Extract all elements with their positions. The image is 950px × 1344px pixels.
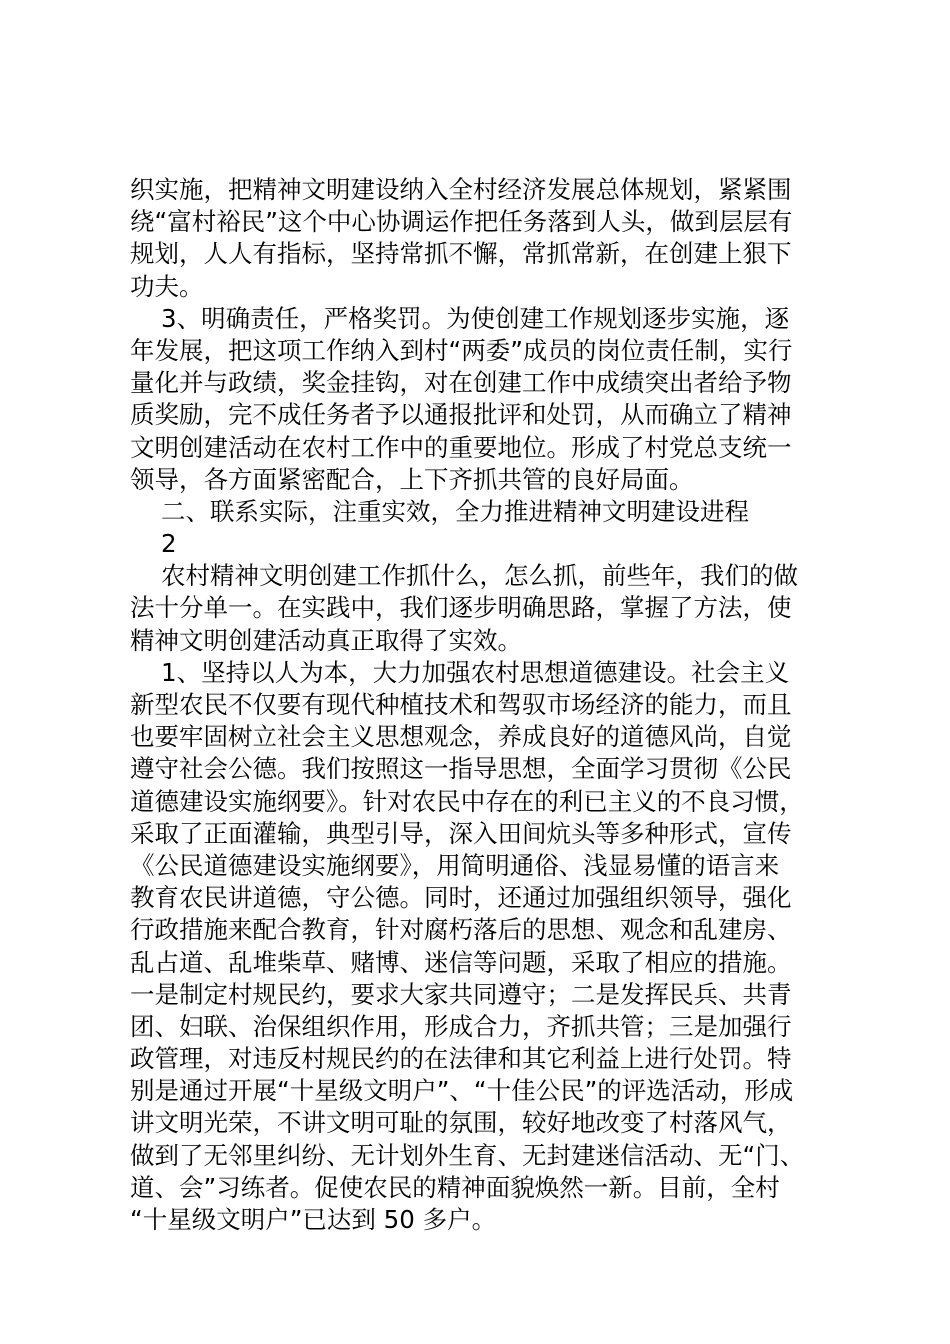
section-heading: 二、联系实际，注重实效，全力推进精神文明建设进程 — [161, 496, 749, 526]
document-body — [130, 174, 830, 1236]
paragraph-start-line: 农村精神文明创建工作抓什么，怎么抓，前些年，我们的做 — [161, 561, 798, 591]
text-line: 做到了无邻里纠纷、无计划外生育、无封建迷信活动、无“门、 — [130, 1140, 805, 1170]
text-line: 团、妇联、治保组织作用，形成合力，齐抓共管；三是加强行 — [130, 1011, 792, 1041]
text-line: 也要牢固树立社会主义思想观念，养成良好的道德风尚，自觉 — [130, 722, 792, 752]
text-line: 织实施，把精神文明建设纳入全村经济发展总体规划，紧紧围 — [130, 175, 792, 204]
text-line: 量化并与政绩，奖金挂钩，对在创建工作中成绩突出者给予物 — [130, 368, 792, 398]
text-line: 绕“富村裕民”这个中心协调运作把任务落到人头，做到层层有 — [130, 207, 793, 237]
text-line: 道、会”习练者。促使农民的精神面貌焕然一新。目前，全村 — [130, 1172, 780, 1202]
text-line: 年发展，把这项工作纳入到村“两委”成员的岗位责任制，实行 — [130, 335, 793, 365]
text-line: 行政措施来配合教育，针对腐朽落后的思想、观念和乱建房、 — [130, 915, 792, 945]
text-line: 功夫。 — [130, 271, 204, 301]
text-line: 法十分单一。在实践中，我们逐步明确思路，掌握了方法，使 — [130, 593, 792, 623]
text-line: 新型农民不仅要有现代种植技术和驾驭市场经济的能力，而且 — [130, 690, 792, 719]
text-line: 教育农民讲道德，守公德。同时，还通过加强组织领导，强化 — [130, 883, 792, 913]
page-number: 2 — [161, 529, 177, 559]
text-line: 政管理，对违反村规民约的在法律和其它利益上进行处罚。特 — [130, 1044, 792, 1074]
text-line: 领导，各方面紧密配合，上下齐抓共管的良好局面。 — [130, 464, 694, 494]
text-line: 道德建设实施纲要》。针对农民中存在的利已主义的不良习惯， — [130, 786, 804, 816]
text-line: 质奖励，完不成任务者予以通报批评和处罚，从而确立了精神 — [130, 400, 792, 430]
text-line: 遵守社会公德。我们按照这一指导思想，全面学习贯彻《公民 — [130, 754, 792, 784]
text-line: 采取了正面灌输，典型引导，深入田间炕头等多种形式，宣传 — [130, 818, 792, 848]
text-line: 精神文明创建活动真正取得了实效。 — [130, 625, 522, 655]
paragraph-start-line: 3、明确责任，严格奖罚。为使创建工作规划逐步实施，逐 — [161, 303, 790, 333]
text-line: 规划，人人有指标，坚持常抓不懈，常抓常新，在创建上狠下 — [130, 239, 792, 269]
text-line: 乱占道、乱堆柴草、赌博、迷信等问题，采取了相应的措施。 — [130, 947, 792, 977]
text-line: 讲文明光荣，不讲文明可耻的氛围，较好地改变了村落风气， — [130, 1108, 792, 1138]
text-line: 一是制定村规民约，要求大家共同遵守；二是发挥民兵、共青 — [130, 979, 792, 1009]
text-line: “十星级文明户”已达到 50 多户。 — [130, 1205, 497, 1234]
text-line: 文明创建活动在农村工作中的重要地位。形成了村党总支统一 — [130, 432, 792, 462]
text-line: 《公民道德建设实施纲要》，用简明通俗、浅显易懂的语言来 — [130, 850, 780, 880]
text-line: 别是通过开展“十星级文明户”、“十佳公民”的评选活动，形成 — [130, 1076, 794, 1106]
paragraph-start-line: 1、坚持以人为本，大力加强农村思想道德建设。社会主义 — [161, 657, 790, 687]
